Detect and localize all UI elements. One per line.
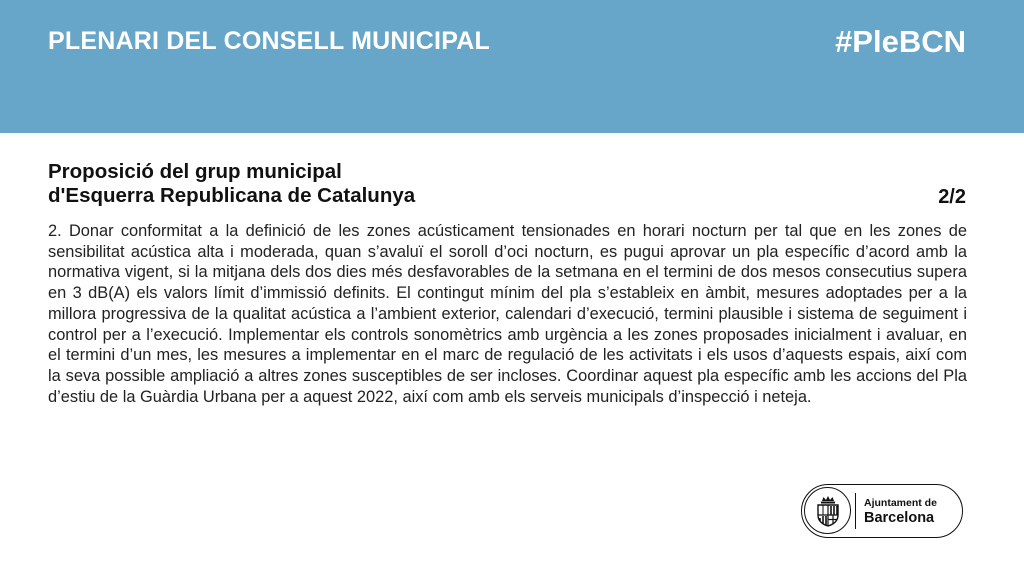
- proposal-body-text: 2. Donar conformitat a la definició de les zones acústicament tensionades en horari nocturn per tal que en les zones de sensibilitat acústica alta i moderada, quan s’avaluï el soroll d’oci nocturn, es pugui aprovar un pla específic d’acord amb la normativa vigent, si la mitjana dels dos dies més desfavorables de la setmana en el termini de dos mesos consecutius supera en 3 dB(A) els valors límit d’immissió definits. El contingut mínim del pla s’estableix en àmbit, mesures adoptades per a la millora progressiva de la qualitat acústica a l’ambient exterior, calendari d’execució, termini plausible i sistema de seguiment i control per a l’execució. Implementar els controls sonomètrics amb urgència a les zones proposades inicialment i avaluar, en el termini d’un mes, les mesures a implementar en el marc de regulació de les activitats i els usos d’aquests espais, així com la seva possible ampliació a altres zones susceptibles de ser incloses. Coordinar aquest pla específic amb les accions del Pla d’estiu de la Guàrdia Urbana per a aquest 2022, així com amb els serveis municipals d’inspecció i neteja.: [48, 222, 967, 406]
- barcelona-coat-of-arms-icon: [804, 487, 851, 534]
- header-hashtag: #PleBCN: [835, 24, 966, 59]
- header-banner: [0, 0, 1024, 133]
- header-title: PLENARI DEL CONSELL MUNICIPAL: [48, 27, 490, 55]
- ajuntament-barcelona-logo: [801, 484, 963, 538]
- logo-text-line2: Barcelona: [864, 510, 935, 526]
- logo-divider: [855, 493, 856, 529]
- document-title-line1: Proposició del grup municipal: [48, 160, 342, 183]
- document-title: [48, 160, 415, 208]
- page-indicator: 2/2: [938, 186, 966, 208]
- logo-text-line1: Ajuntament de: [864, 497, 937, 509]
- document-title-line2: d'Esquerra Republicana de Catalunya: [48, 184, 416, 207]
